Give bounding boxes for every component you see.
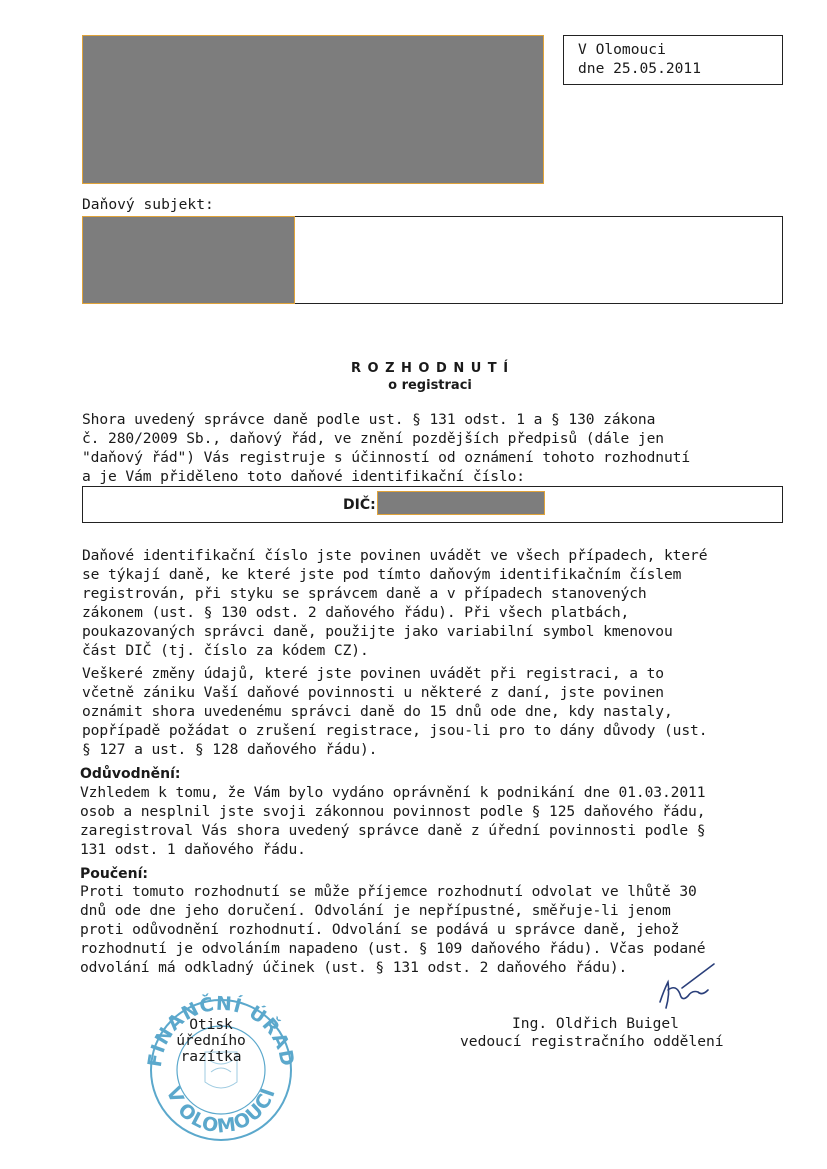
date-text: dne 25.05.2011 [578, 60, 702, 77]
redacted-dic [377, 491, 545, 515]
intro-paragraph: Shora uvedený správce daně podle ust. § 131 odst. 1 a § 130 zákona č. 280/2009 Sb., daňový řád, ve znění pozdějších předpisů (dále jen "daňový řád") Vás registruje s účinností od oznámení tohoto rozhodnutí a je Vám přiděleno toto daňové identifikační číslo: [82, 411, 691, 485]
stamp-ring-top: FINANČNÍ ÚŘAD [143, 992, 299, 1069]
signature-mark [652, 960, 722, 1015]
instruction-heading: Poučení: [80, 866, 149, 882]
stamp-ring-bottom: V OLOMOUCI [161, 1083, 281, 1138]
document-title: R O Z H O D N U T Í [350, 361, 510, 376]
stamp-placeholder: Otisk úředního razítka [176, 1016, 246, 1065]
stamp-seal-icon [135, 990, 305, 1142]
document-subtitle: o registraci [388, 378, 472, 393]
svg-text:V OLOMOUCI [162, 1084, 280, 1138]
place-text: V Olomouci [578, 41, 666, 58]
signatory-position: vedoucí registračního oddělení [460, 1033, 724, 1050]
redacted-address [82, 35, 544, 184]
paragraph-dic-usage: Daňové identifikační číslo jste povinen uvádět ve všech případech, které se týkají daně, ke které jste pod tímto daňovým identifikačním číslem registrován, při styku se správcem daně a v případech stanovených zákonem (ust. § 130 odst. 2 daňového řádu). Při všech platbách, poukazovaných správci daně, použijte jako variabilní symbol kmenovou část DIČ (tj. číslo za kódem CZ). [82, 547, 708, 659]
official-stamp [135, 990, 305, 1142]
dic-label: DIČ: [343, 497, 376, 513]
subject-label: Daňový subjekt: [82, 196, 214, 213]
reasoning-heading: Odůvodnění: [80, 766, 181, 782]
reasoning-text: Vzhledem k tomu, že Vám bylo vydáno oprávnění k podnikání dne 01.03.2011 osob a nesplnil jste svoji zákonnou povinnost podle § 125 daňového řádu, zaregistroval Vás shora uvedený správce daně z úřední povinnosti podle § 131 odst. 1 daňového řádu. [80, 784, 706, 858]
signatory-name: Ing. Oldřich Buigel [512, 1015, 679, 1032]
paragraph-changes: Veškeré změny údajů, které jste povinen uvádět při registraci, a to včetně zániku Vaší daňové povinnosti u některé z daní, jste povinen oznámit shora uvedenému správci daně do 15 dnů ode dne, kdy nastaly, popřípadě požádat o zrušení registrace, jsou-li pro to dány důvody (ust. § 127 a ust. § 128 daňového řádu). [82, 665, 708, 758]
redacted-subject [82, 216, 295, 304]
instruction-text: Proti tomuto rozhodnutí se může příjemce rozhodnutí odvolat ve lhůtě 30 dnů ode dne jeho doručení. Odvolání je nepřípustné, směřuje-li jenom proti odůvodnění rozhodnutí. Odvolání se podává u správce daně, jehož rozhodnutí je odvoláním napadeno (ust. § 109 daňového řádu). Včas podané odvolání má odkladný účinek (ust. § 131 odst. 2 daňového řádu). [80, 883, 706, 976]
